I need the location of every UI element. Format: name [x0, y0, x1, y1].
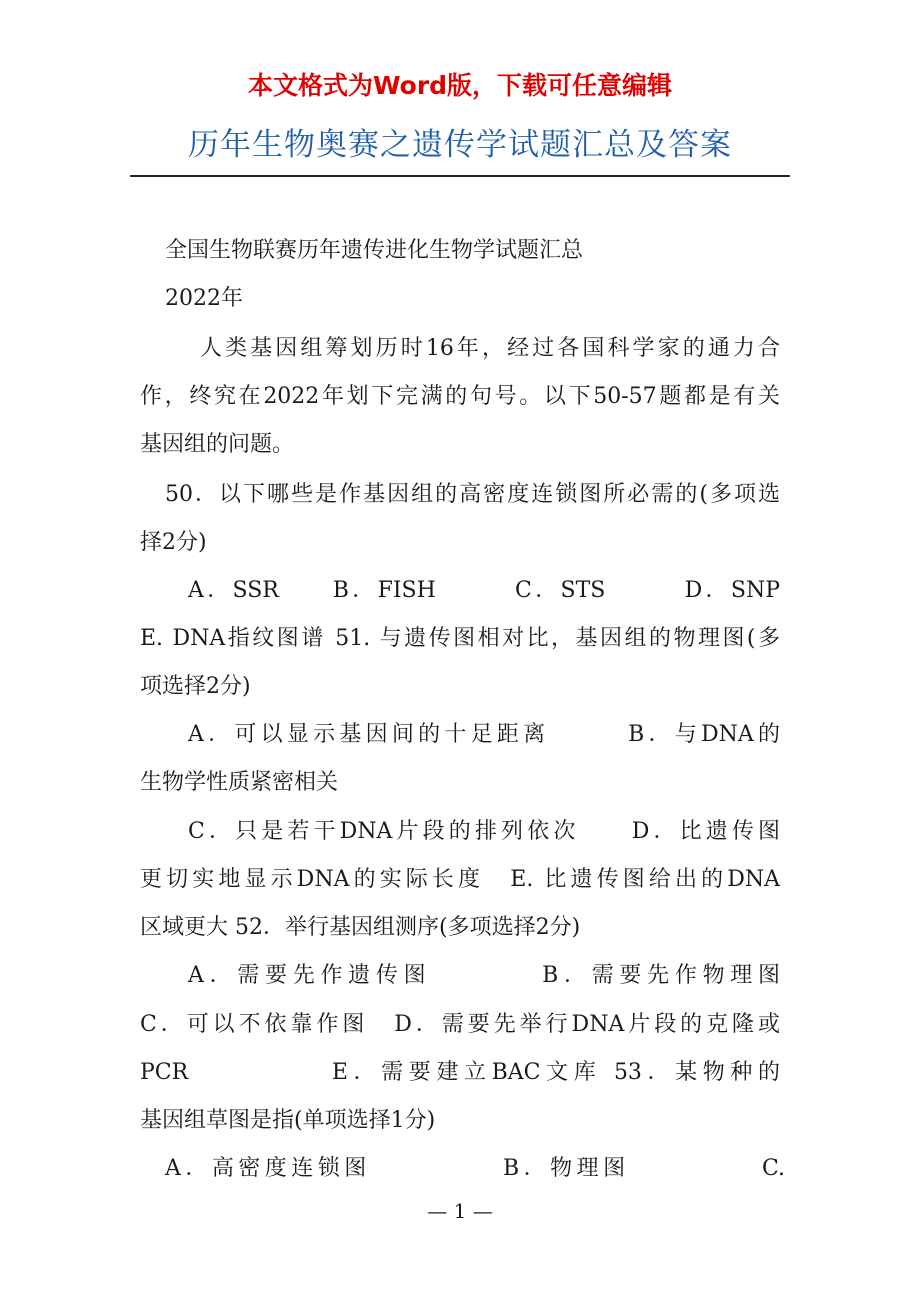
- page-number: — 1 —: [427, 1199, 493, 1223]
- year-heading: 2022年: [165, 286, 243, 311]
- format-notice-banner: 本文格式为Word版，下载可任意编辑: [247, 71, 673, 100]
- paragraph-line: 基因组的问题。: [140, 432, 295, 457]
- question-50-continued: 择2分): [140, 530, 207, 555]
- question-51-options: 更切实地显示DNA的实际长度 E. 比遗传图给出的DNA: [140, 867, 780, 892]
- question-51-options: A．可以显示基因间的十足距离 B．与DNA的: [188, 722, 780, 747]
- question-52-options: A．需要先作遗传图 B．需要先作物理图: [188, 963, 780, 988]
- paragraph-line: 人类基因组筹划历时16年，经过各国科学家的通力合: [200, 336, 780, 361]
- question-51-continued: 项选择2分): [140, 674, 251, 699]
- question-53-continued: 基因组草图是指(单项选择1分): [140, 1108, 436, 1133]
- question-53: PCR E．需要建立BAC文库 53．某物种的: [140, 1060, 780, 1085]
- question-51-options: 生物学性质紧密相关: [140, 770, 339, 795]
- paragraph-line: 作，终究在2022年划下完满的句号。以下50-57题都是有关: [140, 384, 780, 409]
- question-52: 区域更大 52．举行基因组测序(多项选择2分): [140, 915, 581, 940]
- question-51-options: C．只是若干DNA片段的排列依次 D．比遗传图: [188, 819, 780, 844]
- question-51: E. DNA指纹图谱 51. 与遗传图相对比，基因组的物理图(多: [140, 626, 780, 651]
- title-divider: [130, 175, 790, 177]
- question-50: 50．以下哪些是作基因组的高密度连锁图所必需的(多项选: [165, 482, 780, 507]
- document-title: 历年生物奥赛之遗传学试题汇总及答案: [188, 127, 732, 163]
- question-50-options: A．SSR B．FISH C．STS D．SNP: [188, 578, 780, 603]
- section-heading: 全国生物联赛历年遗传进化生物学试题汇总: [165, 238, 584, 263]
- question-52-options: C．可以不依靠作图 D．需要先举行DNA片段的克隆或: [140, 1012, 780, 1037]
- question-53-options: A．高密度连锁图 B．物理图 C.: [165, 1156, 785, 1181]
